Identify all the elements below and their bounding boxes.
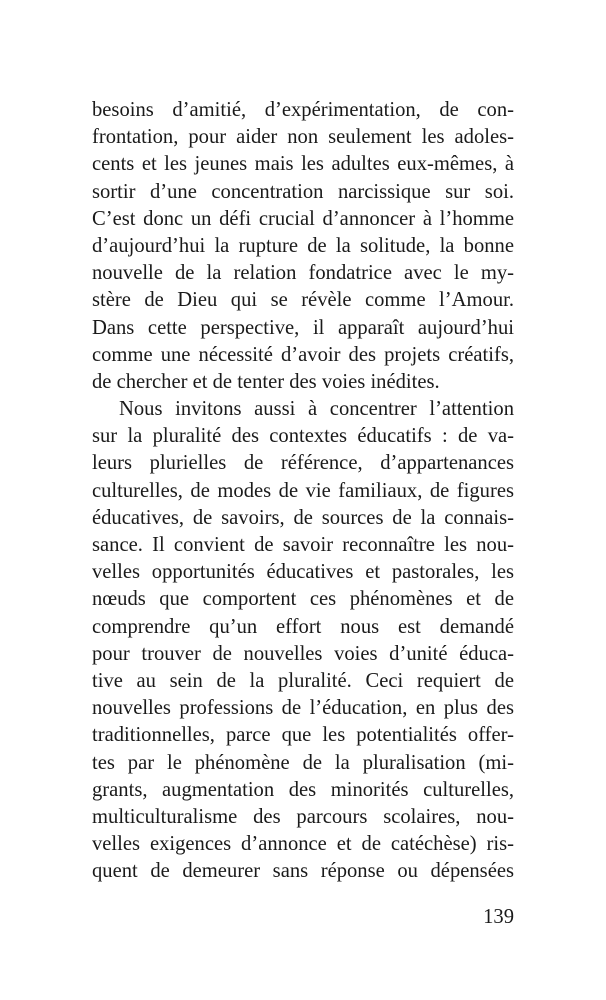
text-line: besoins d’amitié, d’expérimentation, de con- [92,99,514,121]
text-line: leurs plurielles de référence, d’appartenances [92,452,514,475]
text-line: éducatives, de savoirs, de sources de la connais- [92,506,514,529]
text-line: traditionnelles, parce que les potentialités offer- [92,724,514,747]
text-line: tes par le phénomène de la pluralisation (mi- [92,751,514,774]
text-line: frontation, pour aider non seulement les adoles- [92,126,514,149]
text-line: de chercher et de tenter des voies inédites. [92,370,440,393]
text-line: cents et les jeunes mais les adultes eux-mêmes, à [92,153,514,176]
text-line: d’aujourd’hui la rupture de la solitude, la bonne [92,234,514,257]
text-line: nouvelle de la relation fondatrice avec le my- [92,262,514,285]
page-number: 139 [483,906,514,928]
paragraph-2 [92,396,514,885]
text-line: multiculturalisme des parcours scolaires, nou- [92,805,514,828]
paragraph-1 [92,97,514,396]
text-line: pour trouver de nouvelles voies d’unité éduca- [92,642,514,665]
text-line: nœuds que comportent ces phénomènes et de [92,588,514,611]
body-text [92,97,514,885]
text-line: nouvelles professions de l’éducation, en plus des [92,697,514,720]
text-line: velles opportunités éducatives et pastorales, les [92,561,514,584]
text-line: tive au sein de la pluralité. Ceci requiert de [92,669,514,692]
text-line: comprendre qu’un effort nous est demandé [92,615,514,638]
text-line: sur la pluralité des contextes éducatifs : de va- [92,425,514,448]
text-line: sance. Il convient de savoir reconnaître les nou- [92,534,514,556]
text-line: grants, augmentation des minorités culturelles, [92,778,514,801]
text-line: quent de demeurer sans réponse ou dépensées [92,860,514,883]
text-line: Nous invitons aussi à concentrer l’attention [119,398,514,421]
text-line: culturelles, de modes de vie familiaux, de figures [92,479,514,502]
text-line: Dans cette perspective, il apparaît aujourd’hui [92,316,514,339]
text-line: velles exigences d’annonce et de catéchèse) ris- [92,833,514,856]
text-line: comme une nécessité d’avoir des projets créatifs, [92,343,514,366]
text-line: sortir d’une concentration narcissique sur soi. [92,180,514,203]
text-line: stère de Dieu qui se révèle comme l’Amour. [92,289,514,312]
text-line: C’est donc un défi crucial d’annoncer à l’homme [92,207,514,230]
